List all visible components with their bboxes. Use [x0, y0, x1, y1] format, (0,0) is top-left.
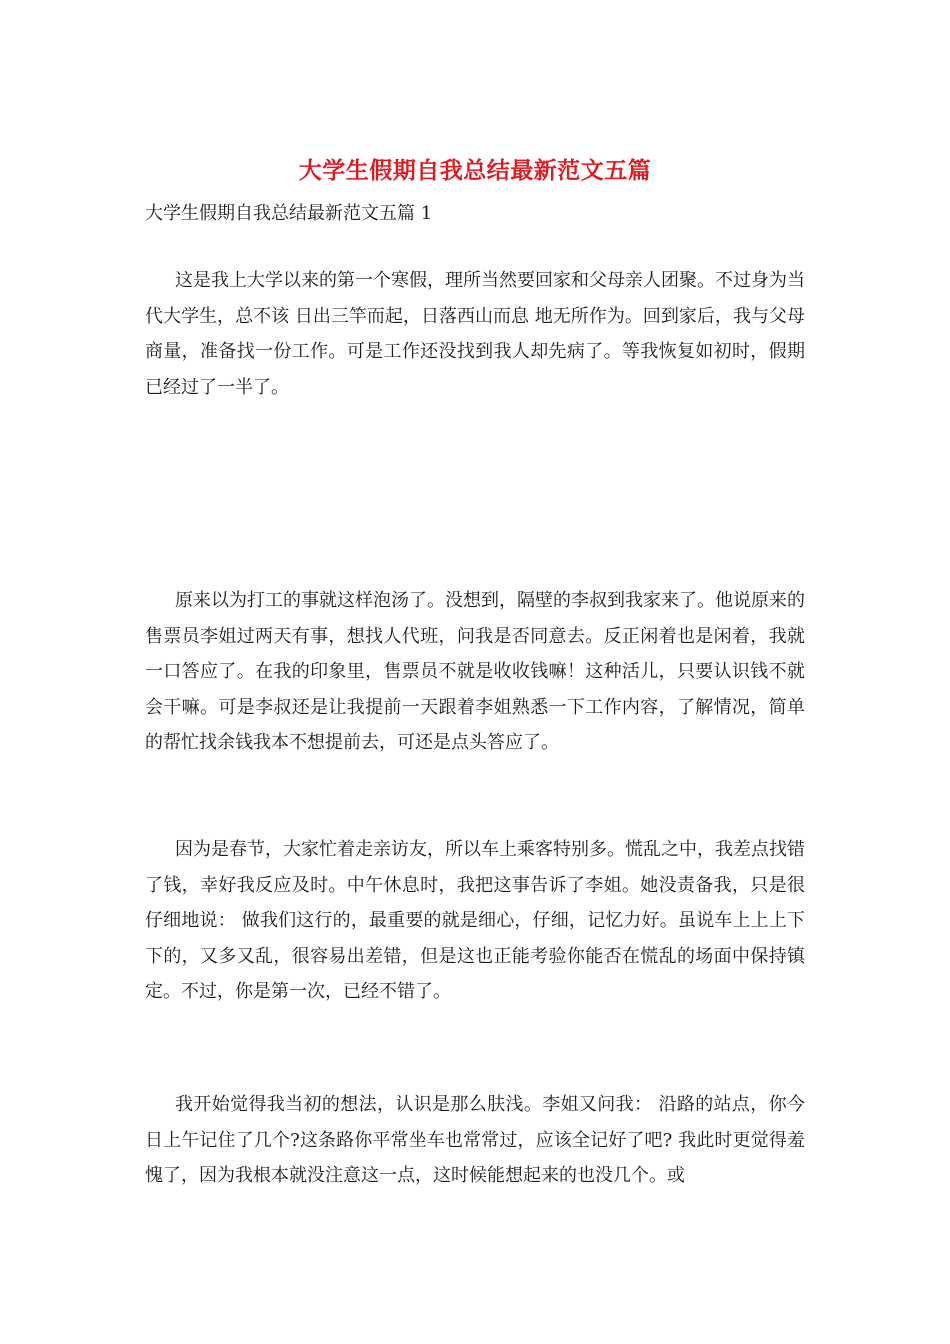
paragraph-4: 我开始觉得我当初的想法，认识是那么肤浅。李姐又问我： 沿路的站点，你今日上午记住了几个?这条路你平常坐车也常常过，应该全记好了吧? 我此时更觉得羞愧了，因为我根本就没注意这一点，这时候能想起来的也没几个。或 — [145, 1094, 805, 1186]
paragraph-3: 因为是春节，大家忙着走亲访友，所以车上乘客特别多。慌乱之中，我差点找错了钱，幸好我反应及时。中午休息时，我把这事告诉了李姐。她没责备我，只是很仔细地说： 做我们这行的，最重要的就是细心，仔细，记忆力好。虽说车上上上下下的，又多又乱，很容易出差错，但是这也正能考验你能否在慌乱的场面中保持镇定。不过，你是第一次，已经不错了。 — [145, 839, 805, 1002]
paragraph-2: 原来以为打工的事就这样泡汤了。没想到，隔壁的李叔到我家来了。他说原来的售票员李姐过两天有事，想找人代班，问我是否同意去。反正闲着也是闲着，我就一口答应了。在我的印象里，售票员不就是收收钱嘛！这种活儿，只要认识钱不就会干嘛。可是李叔还是让我提前一天跟着李姐熟悉一下工作内容，了解情况，简单的帮忙找余钱我本不想提前去，可还是点头答应了。 — [145, 590, 805, 753]
section-heading: 大学生假期自我总结最新范文五篇 1 — [145, 203, 433, 224]
paragraph-1: 这是我上大学以来的第一个寒假，理所当然要回家和父母亲人团聚。不过身为当代大学生，总不该 日出三竿而起，日落西山而息 地无所作为。回到家后，我与父母商量，准备找一份工作。可是工作还没找到我人却先病了。等我恢复如初时，假期已经过了一半了。 — [145, 270, 805, 398]
document-title: 大学生假期自我总结最新范文五篇 — [298, 157, 652, 184]
